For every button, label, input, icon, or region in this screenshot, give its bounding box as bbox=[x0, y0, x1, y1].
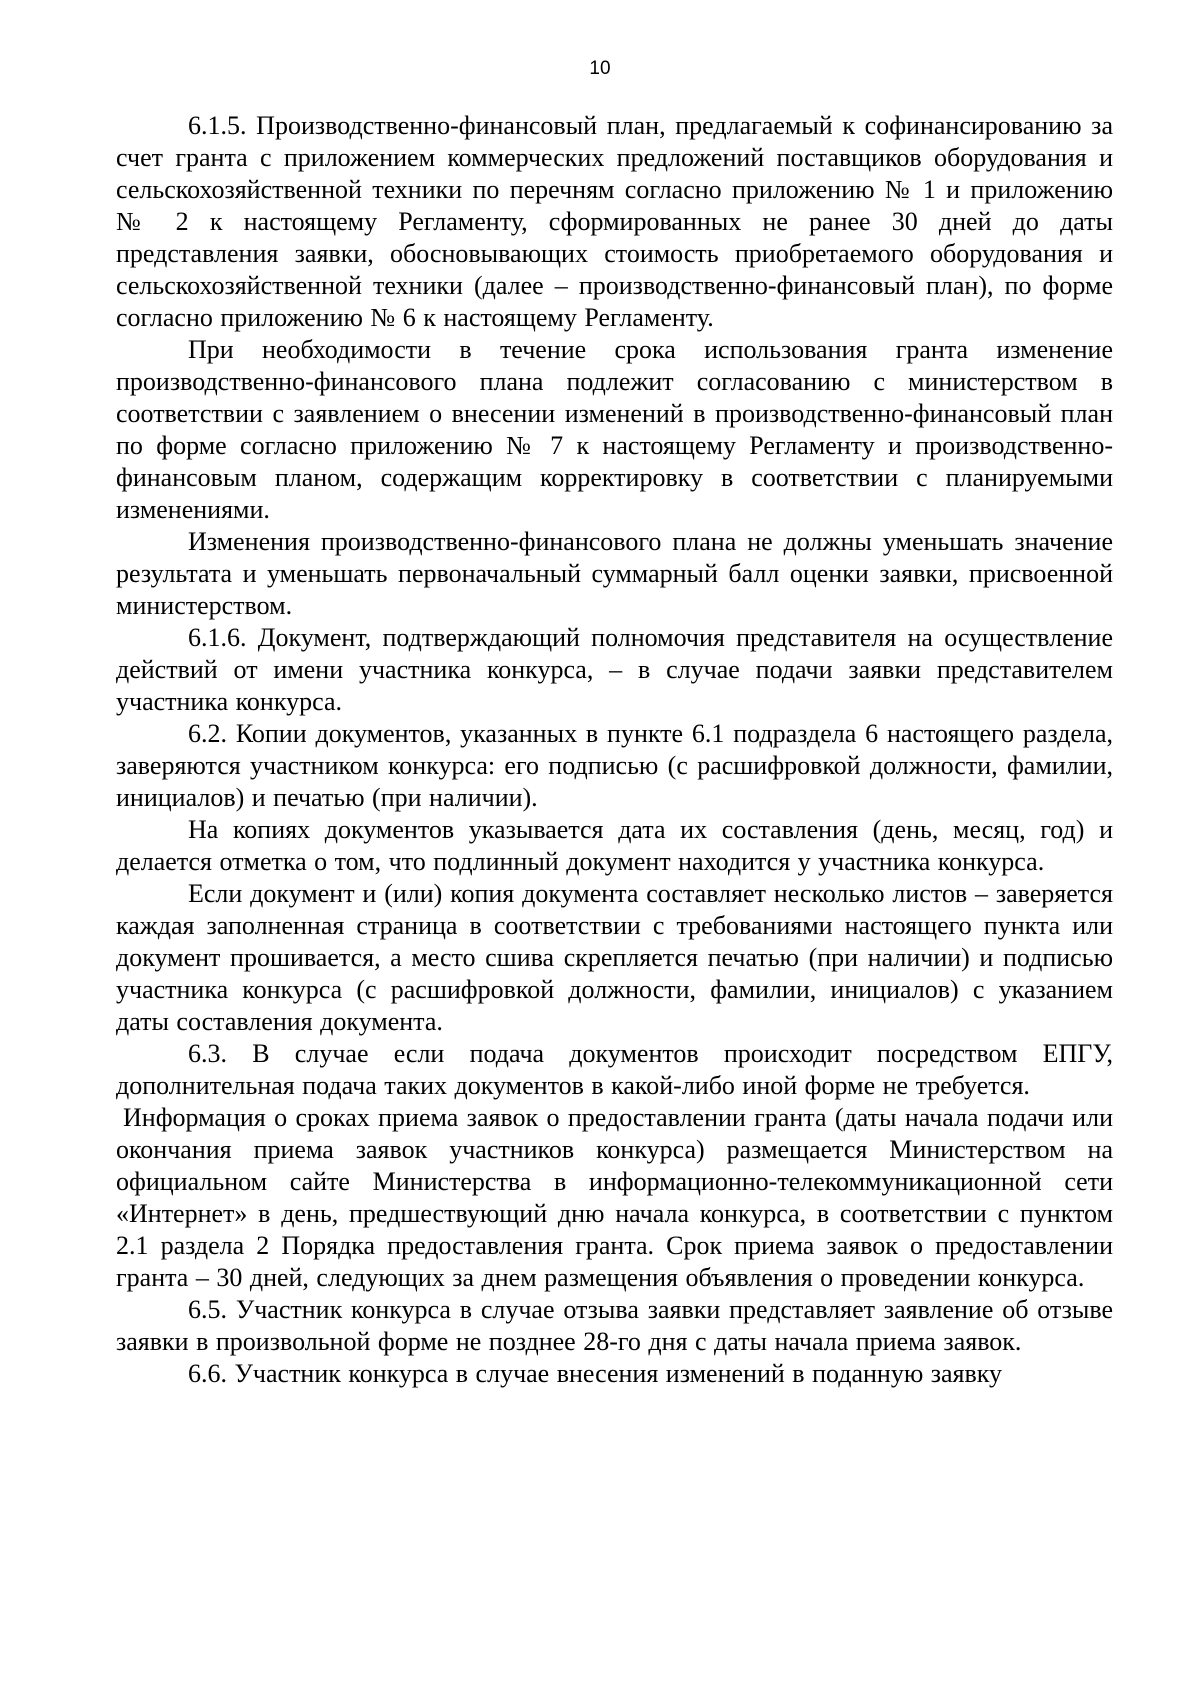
paragraph-plan-change-limits: Изменения производственно-финансового плана не должны уменьшать значение результата и уменьшать первоначальный суммарный балл оценки заявки, присвоенной министерством. bbox=[116, 527, 1113, 620]
paragraph-6-1-5: 6.1.5. Производственно-финансовый план, предлагаемый к софинансированию за счет гранта с приложением коммерческих предложений поставщиков оборудования и сельскохозяйственной техники по перечням согласно приложению № 1 и приложению № 2 к настоящему Регламенту, сформированных не ранее 30 дней до даты представления заявки, обосновывающих стоимость приобретаемого оборудования и сельскохозяйственной техники (далее – производственно-финансовый план), по форме согласно приложению № 6 к настоящему Регламенту. bbox=[116, 111, 1113, 332]
page-number: 10 bbox=[589, 58, 611, 79]
document-body bbox=[116, 110, 1113, 1390]
paragraph-copy-date-mark: На копиях документов указывается дата их составления (день, месяц, год) и делается отметка о том, что подлинный документ находится у участника конкурса. bbox=[116, 815, 1113, 876]
paragraph-application-deadlines: Информация о сроках приема заявок о предоставлении гранта (даты начала подачи или окончания приема заявок участников конкурса) размещается Министерством на официальном сайте Министерства в информационно-телекоммуникационной сети «Интернет» в день, предшествующий дню начала конкурса, в соответствии с пунктом 2.1 раздела 2 Порядка предоставления гранта. Срок приема заявок о предоставлении гранта – 30 дней, следующих за днем размещения объявления о проведении конкурса. bbox=[116, 1103, 1113, 1292]
paragraph-6-5: 6.5. Участник конкурса в случае отзыва заявки представляет заявление об отзыве заявки в произвольной форме не позднее 28-го дня с даты начала приема заявок. bbox=[116, 1295, 1113, 1356]
paragraph-multipage-certification: Если документ и (или) копия документа составляет несколько листов – заверяется каждая заполненная страница в соответствии с требованиями настоящего пункта или документ прошивается, а место сшива скрепляется печатью (при наличии) и подписью участника конкурса (с расшифровкой должности, фамилии, инициалов) с указанием даты составления документа. bbox=[116, 879, 1113, 1036]
paragraph-6-2: 6.2. Копии документов, указанных в пункте 6.1 подраздела 6 настоящего раздела, заверяются участником конкурса: его подписью (с расшифровкой должности, фамилии, инициалов) и печатью (при наличии). bbox=[116, 719, 1113, 812]
paragraph-6-6: 6.6. Участник конкурса в случае внесения изменений в поданную заявку bbox=[188, 1359, 1003, 1388]
paragraph-6-3: 6.3. В случае если подача документов происходит посредством ЕПГУ, дополнительная подача таких документов в какой-либо иной форме не требуется. bbox=[116, 1039, 1113, 1100]
paragraph-plan-change-approval: При необходимости в течение срока использования гранта изменение производственно-финансового плана подлежит согласованию с министерством в соответствии с заявлением о внесении изменений в производственно-финансовый план по форме согласно приложению № 7 к настоящему Регламенту и производственно-финансовым планом, содержащим корректировку в соответствии с планируемыми изменениями. bbox=[116, 335, 1113, 524]
paragraph-6-1-6: 6.1.6. Документ, подтверждающий полномочия представителя на осуществление действий от имени участника конкурса, – в случае подачи заявки представителем участника конкурса. bbox=[116, 623, 1113, 716]
